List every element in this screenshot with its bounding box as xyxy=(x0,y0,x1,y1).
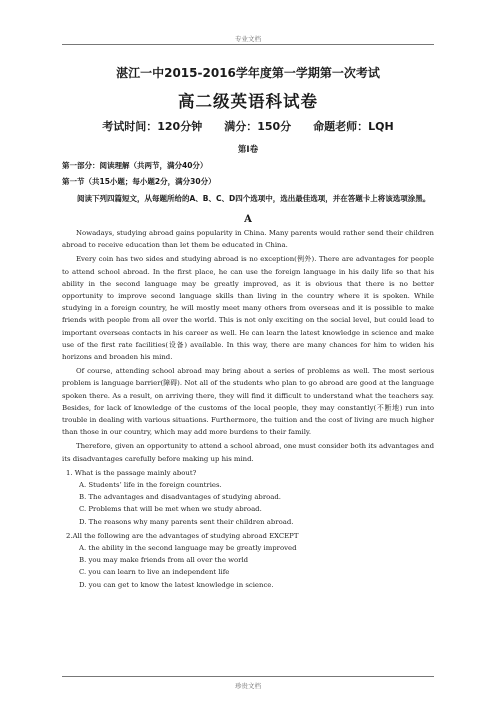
school-exam-line: 湛江一中2015-2016学年度第一学期第一次考试 xyxy=(116,66,380,80)
answer-option: A. the ability in the second language may be greatly improved xyxy=(79,544,297,553)
instructions: 阅读下列四篇短文，从每题所给的A、B、C、D四个选项中，选出最佳选项，并在答题卡上将该选项涂黑。 xyxy=(77,194,431,203)
exam-info-line: 考试时间：120分钟 满分：150分 命题老师：LQH xyxy=(102,120,394,133)
answer-option: C. Problems that will be met when we study abroad. xyxy=(79,505,262,514)
exam-title: 高二级英语科试卷 xyxy=(178,92,318,111)
answer-option: C. you can learn to live an independent life xyxy=(79,568,230,577)
question-stem: 1. What is the passage mainly about? xyxy=(66,468,197,477)
header-divider xyxy=(62,44,434,45)
answer-option: D. The reasons why many parents sent their children abroad. xyxy=(79,517,294,526)
passage-paragraph: Every coin has two sides and studying abroad is no exception(例外). There are advantages for people to attend school abroad. In the first place, he can use the foreign language in his daily life so that his ability in the second language may be greatly improved, as it is obvious that there is no better opportunity to improve second language skills than living in the country where it is spoken. While studying in a foreign country, he will mostly meet many others from overseas and it is possible to make friends with people from all over the world. This is not only exciting on the social level, but could lead to important overseas contacts in his career as well. He can learn the latest knowledge in science and make use of the first rate facilities(设备) available. In this way, there are many chances for him to widen his horizons and broaden his mind. xyxy=(62,255,434,362)
document-body xyxy=(62,60,434,591)
passage-paragraph: Therefore, given an opportunity to attend a school abroad, one must consider both its advantages and its disadvantages carefully before making up his mind. xyxy=(62,442,434,463)
passage-label: A xyxy=(244,214,252,225)
volume-heading: 第Ⅰ卷 xyxy=(237,145,259,155)
question-stem: 2.All the following are the advantages of studying abroad EXCEPT xyxy=(66,531,299,540)
answer-option: B. you may make friends from all over the world xyxy=(79,556,249,565)
page-footer-label: 珍贵文档 xyxy=(235,682,261,690)
answer-option: B. The advantages and disadvantages of studying abroad. xyxy=(79,493,281,502)
passage-paragraph: Of course, attending school abroad may bring about a series of problems as well. The most serious problem is language barrier(障碍). Not all of the students who plan to go abroad are good at the language spoken there. As a result, on arriving there, they will find it difficult to understand what the teachers say. Besides, for lack of knowledge of the customs of the local people, they may constantly(不断地) run into trouble in dealing with various situations. Furthermore, the tuition and the cost of living are much higher than those in our country, which may add more burdens to their family. xyxy=(62,367,434,437)
passage-paragraph: Nowadays, studying abroad gains popularity in China. Many parents would rather send their children abroad to receive education than let them be educated in China. xyxy=(62,229,434,250)
page-header-label: 专业文档 xyxy=(235,35,261,43)
section-heading: 第一节（共15小题；每小题2分，满分30分） xyxy=(62,177,216,186)
answer-option: D. you can get to know the latest knowledge in science. xyxy=(79,580,274,589)
answer-option: A. Students’ life in the foreign countries. xyxy=(79,481,222,490)
part-heading: 第一部分：阅读理解（共两节，满分40分） xyxy=(62,161,208,170)
footer-divider xyxy=(62,676,434,677)
